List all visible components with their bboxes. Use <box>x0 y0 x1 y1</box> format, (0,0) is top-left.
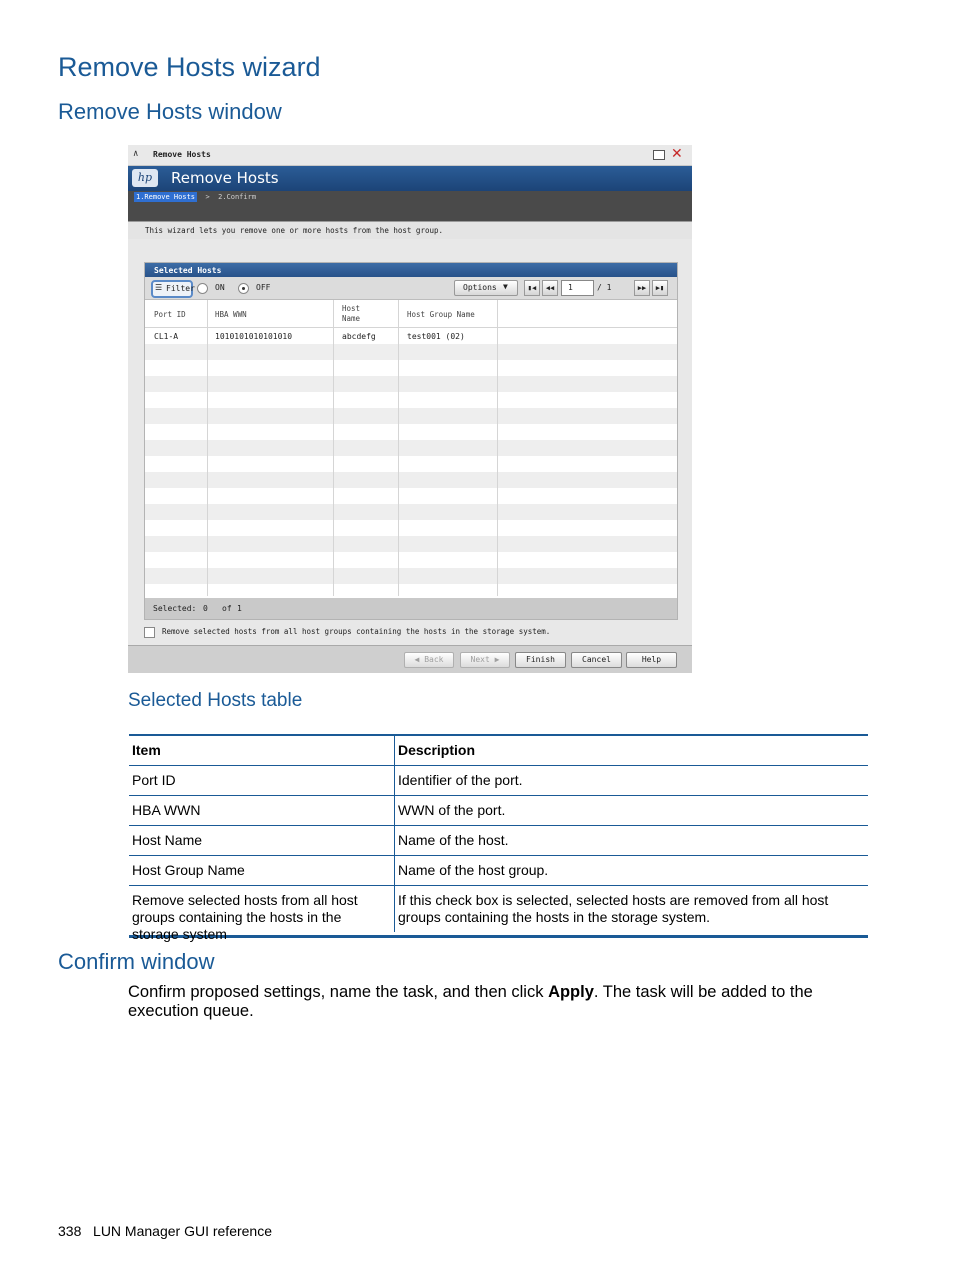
page-current: 1 <box>568 283 573 292</box>
hosts-grid <box>145 300 677 596</box>
maximize-icon[interactable] <box>653 150 665 160</box>
table-header-item: Item <box>132 742 161 758</box>
finish-button[interactable]: Finish <box>515 652 566 668</box>
table-row <box>129 856 868 886</box>
panel-toolbar <box>145 277 677 300</box>
last-page-icon[interactable]: ▶▮ <box>652 280 668 296</box>
selected-count: 0 <box>203 604 208 613</box>
next-button[interactable]: Next ▶ <box>460 652 510 668</box>
table-cell-description: Name of the host. <box>398 832 509 848</box>
step-separator: > <box>205 193 210 201</box>
apply-keyword: Apply <box>548 983 594 1001</box>
column-header-port-id[interactable]: Port ID <box>154 310 186 319</box>
of-label: of <box>222 604 232 613</box>
table-cell-item: Host Group Name <box>132 862 245 878</box>
remove-hosts-window <box>128 145 692 672</box>
page-heading: Remove Hosts wizard <box>58 52 321 82</box>
back-button[interactable]: ◀ Back <box>404 652 454 668</box>
wizard-description <box>128 221 692 239</box>
table-cell-item: Host Name <box>132 832 203 848</box>
selected-hosts-reference-table <box>129 734 868 942</box>
footer-title: LUN Manager GUI reference <box>93 1223 272 1239</box>
filter-on-label: ON <box>215 283 225 292</box>
panel-title: Selected Hosts <box>154 266 222 275</box>
table-row <box>129 796 868 826</box>
help-button[interactable]: Help <box>626 652 677 668</box>
selected-label: Selected: <box>153 604 197 613</box>
remove-from-all-checkbox[interactable] <box>144 627 155 638</box>
table-cell-description: WWN of the port. <box>398 802 506 818</box>
table-cell-item: Remove selected hosts from all host groups containing the hosts in the storage system <box>132 892 358 942</box>
cancel-button[interactable]: Cancel <box>571 652 622 668</box>
dropdown-arrow-icon: ▼ <box>503 282 508 291</box>
page-number: 338 <box>58 1223 82 1239</box>
table-cell-description: Name of the host group. <box>398 862 549 878</box>
collapse-icon[interactable]: ∧ <box>133 149 139 159</box>
grid-cell: abcdefg <box>342 332 376 341</box>
confirm-text-end: . The task will be added to the execution queue. <box>128 983 813 1020</box>
hp-logo-icon: hp <box>132 169 158 187</box>
table-row <box>129 766 868 796</box>
selected-hosts-panel <box>144 262 678 620</box>
grid-cell: test001 (02) <box>407 332 465 341</box>
wizard-banner <box>128 166 692 221</box>
page-number-input[interactable] <box>561 280 594 296</box>
column-header-hba-wwn[interactable]: HBA WWN <box>215 310 247 319</box>
table-cell-item: HBA WWN <box>132 802 201 818</box>
next-page-icon[interactable]: ▶▶ <box>634 280 650 296</box>
table-header-row <box>129 736 868 766</box>
filter-off-label: OFF <box>256 283 271 292</box>
section-heading-table: Selected Hosts table <box>128 690 303 711</box>
grid-cell: CL1-A <box>154 332 179 341</box>
filter-off-radio[interactable] <box>238 283 249 294</box>
table-cell-description: Identifier of the port. <box>398 772 523 788</box>
filter-icon: ☰ <box>155 283 163 292</box>
section-heading-window: Remove Hosts window <box>58 99 282 124</box>
panel-header <box>145 263 677 277</box>
page-total: / 1 <box>597 283 612 292</box>
page-footer <box>58 1223 272 1239</box>
table-cell-item: Port ID <box>132 772 176 788</box>
confirm-text: Confirm proposed settings, name the task, and then click <box>128 983 549 1001</box>
banner-title: Remove Hosts <box>171 169 279 187</box>
wizard-steps <box>134 193 256 201</box>
close-icon[interactable]: ✕ <box>671 146 683 162</box>
total-count: 1 <box>237 604 242 613</box>
confirm-paragraph <box>128 983 868 1021</box>
filter-on-radio[interactable] <box>197 283 208 294</box>
step-remove-hosts: 1.Remove Hosts <box>136 193 196 201</box>
step-confirm: 2.Confirm <box>218 193 257 201</box>
column-header-host-group-name[interactable]: Host Group Name <box>407 310 475 319</box>
prev-page-icon[interactable]: ◀◀ <box>542 280 558 296</box>
remove-from-all-label: Remove selected hosts from all host groups containing the hosts in the storage system. <box>162 627 551 636</box>
options-button[interactable] <box>454 280 518 296</box>
window-titlebar <box>128 145 692 166</box>
grid-footer <box>145 598 677 619</box>
section-heading-confirm: Confirm window <box>58 949 215 974</box>
options-label: Options <box>463 283 497 292</box>
window-title: Remove Hosts <box>153 150 211 159</box>
column-header-host-name[interactable]: Host Name <box>342 304 361 323</box>
back-label: Back <box>424 655 444 664</box>
first-page-icon[interactable]: ▮◀ <box>524 280 540 296</box>
description-text: This wizard lets you remove one or more hosts from the host group. <box>145 226 444 235</box>
next-label: Next <box>470 655 490 664</box>
grid-cell: 1010101010101010 <box>215 332 293 341</box>
wizard-button-bar <box>128 645 692 673</box>
table-row <box>129 886 868 942</box>
table-header-description: Description <box>398 742 476 758</box>
table-row <box>129 826 868 856</box>
filter-button[interactable] <box>151 280 193 298</box>
table-cell-description: If this check box is selected, selected hosts are removed from all host groups containing the hosts in the storage system. <box>398 892 829 925</box>
filter-label: Filter <box>166 284 195 293</box>
